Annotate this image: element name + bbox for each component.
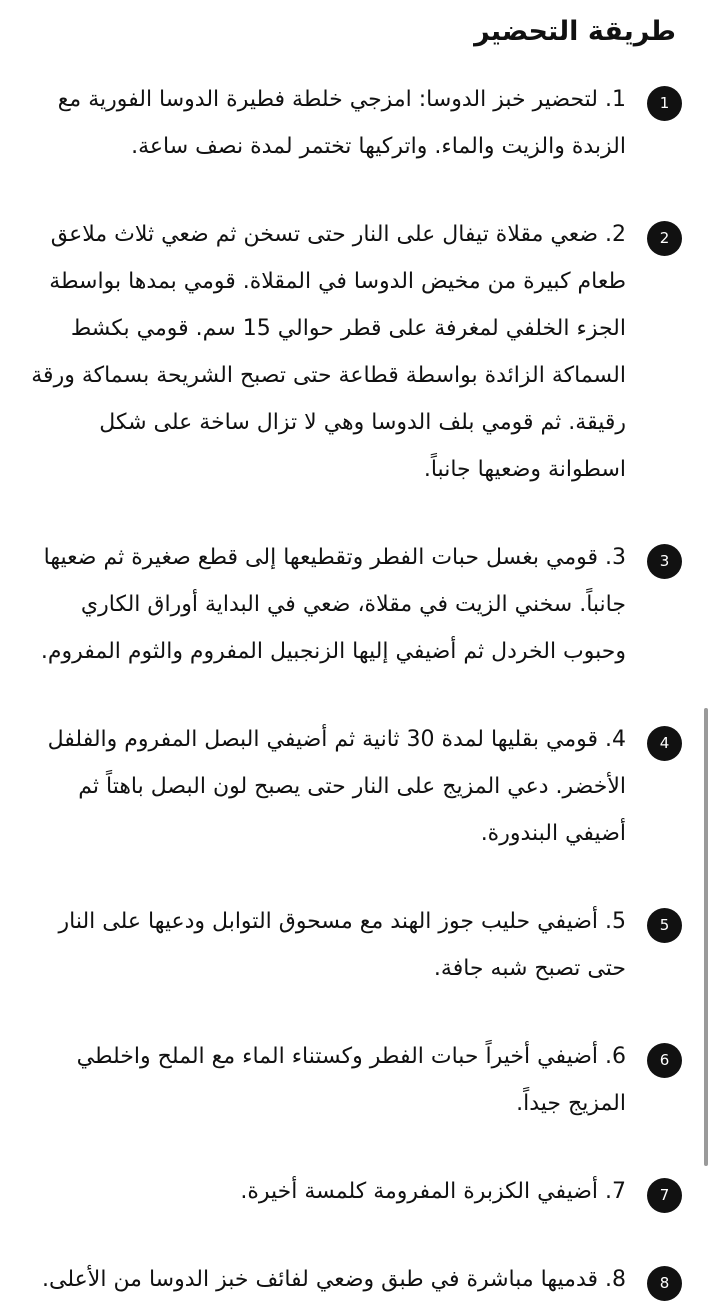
step-number-badge: 5 <box>647 908 682 943</box>
list-item <box>22 534 682 675</box>
list-item <box>22 1168 682 1215</box>
step-number-badge: 7 <box>647 1178 682 1213</box>
step-number-badge: 2 <box>647 221 682 256</box>
list-item <box>22 76 682 170</box>
step-number-badge: 6 <box>647 1043 682 1078</box>
section-title: طريقة التحضير <box>474 16 676 47</box>
step-number-badge: 4 <box>647 726 682 761</box>
step-text: 8. قدميها مباشرة في طبق وضعي لفائف خبز الدوسا من الأعلى. <box>42 1267 626 1292</box>
list-item <box>22 898 682 992</box>
steps-list <box>22 76 682 1303</box>
step-text: 2. ضعي مقلاة تيفال على النار حتى تسخن ثم ضعي ثلاث ملاعق طعام كبيرة من مخيض الدوسا في المقلاة. قومي بمدها بواسطة الجزء الخلفي لمغرفة على قطر حوالي 15 سم. قومي بكشط السماكة الزائدة بواسطة قطاعة حتى تصبح الشريحة بسماكة ورقة رقيقة. ثم قومي بلف الدوسا وهي لا تزال ساخة على شكل اسطوانة وضعيها جانباً. <box>31 222 626 482</box>
scrollbar-thumb[interactable] <box>704 708 708 1166</box>
step-number-badge: 3 <box>647 544 682 579</box>
step-text: 3. قومي بغسل حبات الفطر وتقطيعها إلى قطع صغيرة ثم ضعيها جانباً. سخني الزيت في مقلاة، ضعي في البداية أوراق الكاري وحبوب الخردل ثم أضيفي إليها الزنجبيل المفروم والثوم المفروم. <box>40 545 626 664</box>
step-text: 5. أضيفي حليب جوز الهند مع مسحوق التوابل ودعيها على النار حتى تصبح شبه جافة. <box>58 909 626 981</box>
step-text: 1. لتحضير خبز الدوسا: امزجي خلطة فطيرة الدوسا الفورية مع الزبدة والزيت والماء. واتركيها تختمر لمدة نصف ساعة. <box>57 87 626 159</box>
step-number-badge: 8 <box>647 1266 682 1301</box>
list-item <box>22 211 682 493</box>
list-item <box>22 716 682 857</box>
step-text: 6. أضيفي أخيراً حبات الفطر وكستناء الماء مع الملح واخلطي المزيج جيداً. <box>76 1044 626 1116</box>
list-item <box>22 1033 682 1127</box>
list-item <box>22 1256 682 1303</box>
step-number-badge: 1 <box>647 86 682 121</box>
step-text: 4. قومي بقليها لمدة 30 ثانية ثم أضيفي البصل المفروم والفلفل الأخضر. دعي المزيج على النار حتى يصبح لون البصل باهتاً ثم أضيفي البندورة. <box>47 727 626 846</box>
step-text: 7. أضيفي الكزبرة المفرومة كلمسة أخيرة. <box>240 1179 626 1204</box>
